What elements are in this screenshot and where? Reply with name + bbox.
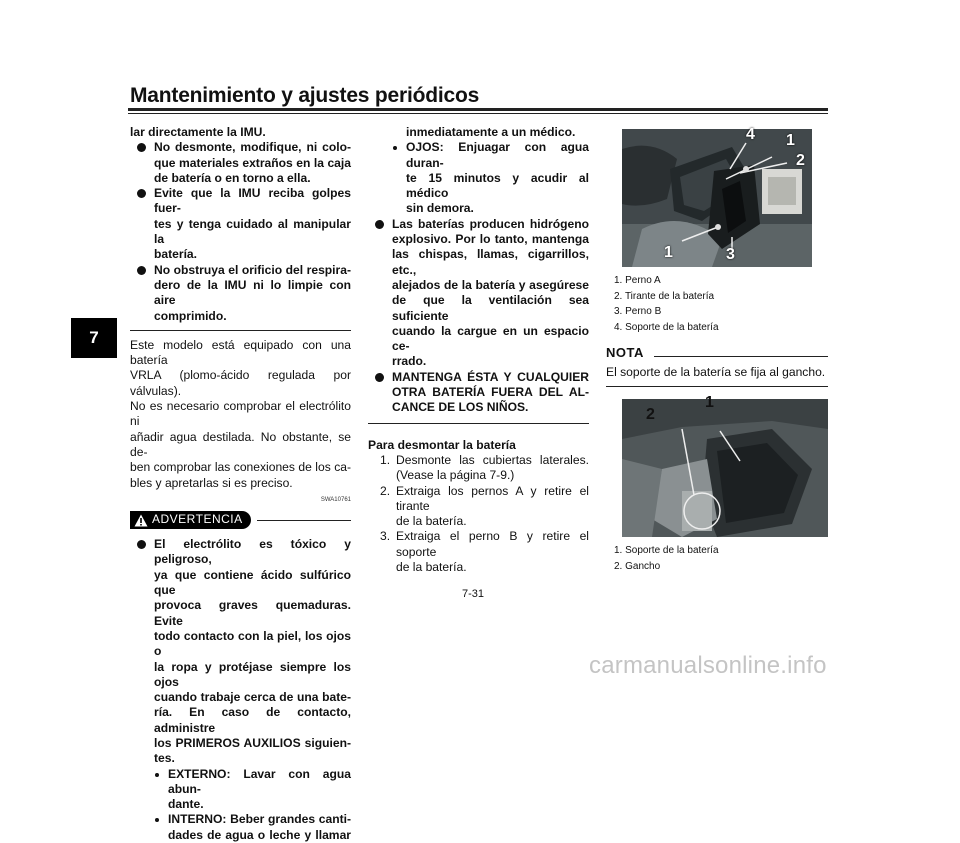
battery-photo-1: [622, 126, 812, 267]
note-end-rule: [606, 386, 828, 387]
note-text: El soporte de la batería se fija al gancho.: [606, 364, 826, 379]
warning-triangle-icon: [134, 514, 148, 527]
bullet-dot-icon: [137, 540, 146, 549]
column-middle: [368, 125, 589, 575]
continued-text: inmediatamente a un médico.: [406, 125, 576, 139]
procedure-title: Para desmontar la batería: [368, 437, 516, 452]
callout-label: 1: [705, 393, 714, 411]
procedure-step: 2. Extraiga los pernos A y retire el tirante de la batería.: [380, 483, 589, 529]
callout-label: 4: [746, 126, 755, 143]
page-title: Mantenimiento y ajustes periódicos: [130, 84, 480, 107]
note-rule: [654, 356, 828, 357]
warning-rule: [257, 520, 351, 521]
bullet-dot-icon: [137, 143, 146, 152]
figure-2-legend: 1. Soporte de la batería 2. Gancho: [614, 544, 719, 572]
watermark: carmanualsonline.info: [589, 652, 827, 679]
bullet-item: Evite que la IMU reciba golpes fuer- tes y tenga cuidado al manipular la batería.: [130, 186, 351, 262]
warning-end-rule: [368, 423, 589, 424]
bullet-dot-icon: [393, 146, 397, 150]
bullet-item: Las baterías producen hidrógeno explosivo. Por lo tanto, mantenga las chispas, llamas, cigarrillos, etc., alejados de la batería y asegúrese de que la ventilación sea suficiente cuando la cargue en un espacio ce- rrado.: [368, 217, 589, 370]
bullet-item: No obstruya el orificio del respira- dero de la IMU ni lo limpie con aire comprimido.: [130, 263, 351, 324]
bullet-item: No desmonte, modifique, ni colo- que materiales extraños en la caja de batería o en torno a ella.: [130, 140, 351, 186]
first-aid-item: INTERNO: Beber grandes canti- dades de agua o leche y llamar: [130, 812, 351, 843]
warning-badge: ADVERTENCIA: [130, 511, 251, 529]
note-title: NOTA: [606, 345, 644, 361]
bullet-dot-icon: [375, 373, 384, 382]
warning-bullet: El electrólito es tóxico y peligroso, ya que contiene ácido sulfúrico que provoca graves quemaduras. Evite todo contacto con la piel, los ojos o la ropa y protéjase siempre los ojos cuando trabaje cerca de una bate- ría. En caso de contacto, administre los PRIMEROS AUXILIOS siguien- tes.: [130, 537, 351, 766]
procedure-step: 3. Extraiga el perno B y retire el soporte de la batería.: [380, 529, 589, 575]
bullet-dot-icon: [375, 220, 384, 229]
battery-photo-1-drawing: [622, 126, 812, 267]
callout-label: 3: [726, 246, 735, 263]
header-rule-thin: [128, 113, 828, 114]
callout-label: 2: [646, 405, 655, 423]
note-header: [606, 345, 828, 360]
first-aid-item: OJOS: Enjuagar con agua duran- te 15 minutos y acudir al médico sin demora.: [368, 140, 589, 216]
header-rule: [128, 108, 828, 111]
callout-label: 2: [796, 152, 805, 169]
warning-header: [130, 511, 351, 529]
bullet-dot-icon: [137, 189, 146, 198]
callout-label: 1: [786, 132, 795, 149]
column-left: [130, 125, 351, 843]
bullet-dot-icon: [155, 773, 159, 777]
procedure-step: 1. Desmonte las cubiertas laterales. (Vease la página 7-9.): [380, 452, 589, 483]
bullet-dot-icon: [155, 818, 159, 822]
page-number: 7-31: [462, 588, 485, 600]
battery-photo-2: [622, 393, 828, 537]
warning-code: SWA10761: [320, 496, 351, 503]
intro-text: lar directamente la IMU.: [130, 125, 266, 139]
section-divider: [130, 330, 351, 331]
chapter-tab: 7: [71, 318, 117, 358]
figure-1-legend: 1. Perno A 2. Tirante de la batería 3. Perno B 4. Soporte de la batería: [614, 275, 719, 333]
callout-label: 1: [664, 244, 673, 261]
battery-paragraph: Este modelo está equipado con una batería VRLA (plomo-ácido regulada por válvulas). No es necesario comprobar el electrólito ni añadir agua destilada. No obstante, se de- ben comprobar las conexiones de los ca- bles y apretarlas si es preciso.: [130, 337, 351, 490]
column-right: [606, 125, 828, 574]
bullet-item: MANTENGA ÉSTA Y CUALQUIER OTRA BATERÍA FUERA DEL AL- CANCE DE LOS NIÑOS.: [368, 370, 589, 416]
first-aid-item: EXTERNO: Lavar con agua abun- dante.: [130, 767, 351, 813]
bullet-dot-icon: [137, 266, 146, 275]
